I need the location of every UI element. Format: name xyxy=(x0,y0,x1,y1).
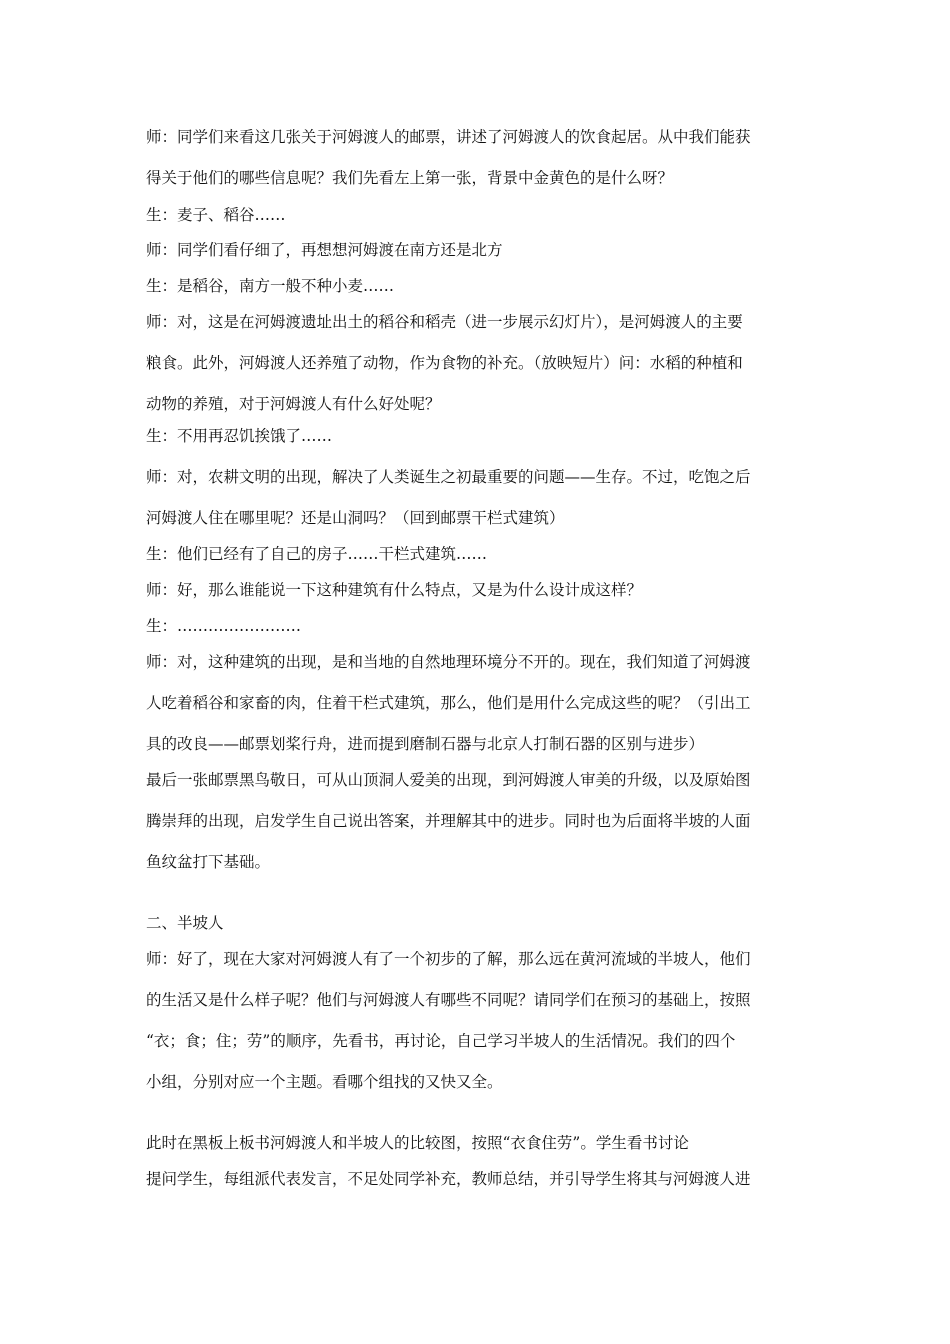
text-line: 师：好，那么谁能说一下这种建筑有什么特点，又是为什么设计成这样？ xyxy=(146,581,643,599)
text-line: 师：对，这是在河姆渡遗址出土的稻谷和稻壳（进一步展示幻灯片），是河姆渡人的主要 xyxy=(146,313,743,331)
text-line: 鱼纹盆打下基础。 xyxy=(146,853,271,871)
text-line: 生：…………………… xyxy=(146,617,302,635)
text-line: 得关于他们的哪些信息呢？我们先看左上第一张，背景中金黄色的是什么呀？ xyxy=(146,169,674,187)
text-line: “衣；食；住；劳”的顺序，先看书，再讨论，自己学习半坡人的生活情况。我们的四个 xyxy=(146,1032,736,1050)
text-line: 最后一张邮票黑鸟敬日，可从山顶洞人爱美的出现，到河姆渡人审美的升级，以及原始图 xyxy=(146,771,751,789)
text-line: 生：麦子、稻谷…… xyxy=(146,206,286,224)
text-line: 此时在黑板上板书河姆渡人和半坡人的比较图，按照“衣食住劳”。学生看书讨论 xyxy=(146,1134,689,1152)
text-line: 师：同学们看仔细了，再想想河姆渡在南方还是北方 xyxy=(146,241,503,259)
text-line: 粮食。此外，河姆渡人还养殖了动物，作为食物的补充。（放映短片）问：水稻的种植和 xyxy=(146,354,743,372)
text-line: 人吃着稻谷和家畜的肉，住着干栏式建筑，那么，他们是用什么完成这些的呢？（引出工 xyxy=(146,694,751,712)
text-line: 的生活又是什么样子呢？他们与河姆渡人有哪些不同呢？请同学们在预习的基础上，按照 xyxy=(146,991,751,1009)
text-line: 具的改良——邮票划桨行舟，进而提到磨制石器与北京人打制石器的区别与进步） xyxy=(146,735,705,753)
text-line: 动物的养殖，对于河姆渡人有什么好处呢？ xyxy=(146,395,441,413)
text-line: 师：对，农耕文明的出现，解决了人类诞生之初最重要的问题——生存。不过，吃饱之后 xyxy=(146,468,751,486)
text-line: 生：他们已经有了自己的房子……干栏式建筑…… xyxy=(146,545,488,563)
text-line: 腾崇拜的出现，启发学生自己说出答案，并理解其中的进步。同时也为后面将半坡的人面 xyxy=(146,812,751,830)
text-line: 提问学生，每组派代表发言，不足处同学补充，教师总结，并引导学生将其与河姆渡人进 xyxy=(146,1170,751,1188)
text-line: 生：不用再忍饥挨饿了…… xyxy=(146,427,333,445)
text-line: 师：好了，现在大家对河姆渡人有了一个初步的了解，那么远在黄河流域的半坡人，他们 xyxy=(146,950,751,968)
section-heading: 二、半坡人 xyxy=(146,914,224,932)
text-line: 师：同学们来看这几张关于河姆渡人的邮票，讲述了河姆渡人的饮食起居。从中我们能获 xyxy=(146,128,751,146)
text-line: 小组，分别对应一个主题。看哪个组找的又快又全。 xyxy=(146,1073,503,1091)
text-line: 师：对，这种建筑的出现，是和当地的自然地理环境分不开的。现在，我们知道了河姆渡 xyxy=(146,653,751,671)
text-line: 生：是稻谷，南方一般不种小麦…… xyxy=(146,277,395,295)
text-line: 河姆渡人住在哪里呢？还是山洞吗？（回到邮票干栏式建筑） xyxy=(146,509,565,527)
